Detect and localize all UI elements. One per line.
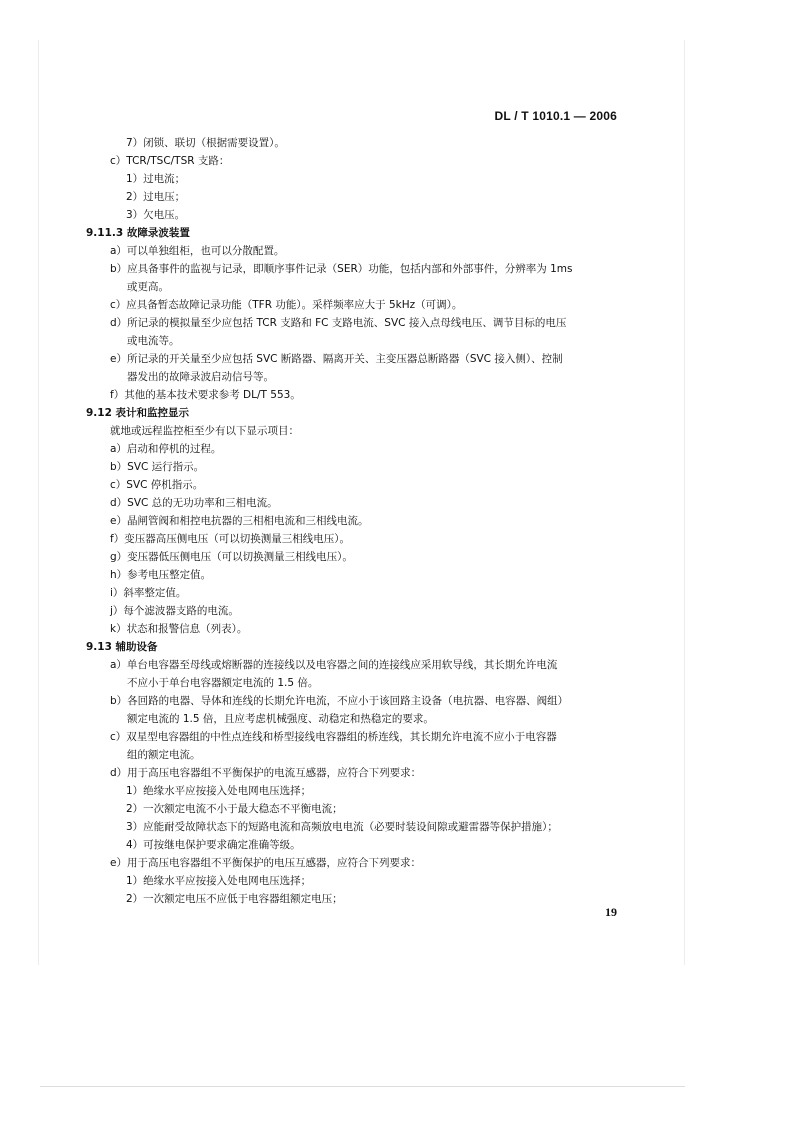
list-item: d）SVC 总的无功功率和三相电流。: [110, 497, 278, 509]
list-item: b）应具备事件的监视与记录，即顺序事件记录（SER）功能，包括内部和外部事件，分辨率为 1ms: [110, 263, 573, 275]
list-item: f）其他的基本技术要求参考 DL/T 553。: [110, 389, 301, 401]
list-item: 3）应能耐受故障状态下的短路电流和高频放电电流（必要时装设间隙或避雷器等保护措施）；: [126, 821, 558, 833]
list-item-continuation: 或更高。: [127, 281, 169, 293]
list-item: j）每个滤波器支路的电流。: [110, 605, 239, 617]
list-item: 1）绝缘水平应按接入处电网电压选择；: [126, 785, 312, 797]
list-item: 1）过电流；: [126, 173, 186, 185]
list-item: 7）闭锁、联切（根据需要设置）。: [126, 137, 285, 149]
page-border-left: [38, 40, 39, 965]
list-item-continuation: 额定电流的 1.5 倍，且应考虑机械强度、动稳定和热稳定的要求。: [127, 713, 434, 725]
document-code: DL / T 1010.1 — 2006: [494, 109, 617, 123]
list-item: e）用于高压电容器组不平衡保护的电压互感器，应符合下列要求：: [110, 857, 421, 869]
list-item: 1）绝缘水平应按接入处电网电压选择；: [126, 875, 312, 887]
list-item: e）所记录的开关量至少应包括 SVC 断路器、隔离开关、主变压器总断路器（SVC 接入侧）、控制: [110, 353, 563, 365]
list-item: a）单台电容器至母线或熔断器的连接线以及电容器之间的连接线应采用软导线，其长期允许电流: [110, 659, 558, 671]
list-item: 3）欠电压。: [126, 209, 186, 221]
list-item: c）TCR/TSC/TSR 支路：: [110, 155, 230, 167]
list-item: d）用于高压电容器组不平衡保护的电流互感器，应符合下列要求：: [110, 767, 422, 779]
section-heading: 9.12 表计和监控显示: [86, 407, 190, 419]
list-item: 2）一次额定电流不小于最大稳态不平衡电流；: [126, 803, 343, 815]
list-item: c）应具备暂态故障记录功能（TFR 功能）。采样频率应大于 5kHz（可调）。: [110, 299, 463, 311]
list-item: b）各回路的电器、导体和连线的长期允许电流，不应小于该回路主设备（电抗器、电容器、阀组）: [110, 695, 569, 707]
list-item: h）参考电压整定值。: [110, 569, 212, 581]
list-item: b）SVC 运行指示。: [110, 461, 205, 473]
list-item: 2）过电压；: [126, 191, 186, 203]
section-heading: 9.13 辅助设备: [86, 641, 158, 653]
list-item-continuation: 不应小于单台电容器额定电流的 1.5 倍。: [127, 677, 319, 689]
list-item: c）SVC 停机指示。: [110, 479, 204, 491]
list-item: k）状态和报警信息（列表）。: [110, 623, 248, 635]
page-bottom-rule: [40, 1086, 685, 1087]
list-item: e）晶闸管阀和相控电抗器的三相相电流和三相线电流。: [110, 515, 369, 527]
list-item: a）可以单独组柜，也可以分散配置。: [110, 245, 285, 257]
list-item: d）所记录的模拟量至少应包括 TCR 支路和 FC 支路电流、SVC 接入点母线电压、调节目标的电压: [110, 317, 567, 329]
list-item: f）变压器高压侧电压（可以切换测量三相线电压）。: [110, 533, 350, 545]
list-item-continuation: 器发出的故障录波启动信号等。: [127, 371, 274, 383]
list-item: g）变压器低压侧电压（可以切换测量三相线电压）。: [110, 551, 353, 563]
page-number: 19: [605, 905, 617, 919]
list-item: 2）一次额定电压不应低于电容器组额定电压；: [126, 893, 343, 905]
list-item: 4）可按继电保护要求确定准确等级。: [126, 839, 301, 851]
list-item: c）双星型电容器组的中性点连线和桥型接线电容器组的桥连线，其长期允许电流不应小于电容器: [110, 731, 557, 743]
list-item-continuation: 或电流等。: [127, 335, 180, 347]
list-item: a）启动和停机的过程。: [110, 443, 222, 455]
list-item-continuation: 组的额定电流。: [127, 749, 201, 761]
list-item: i）斜率整定值。: [110, 587, 187, 599]
page-border-right: [684, 40, 685, 965]
paragraph: 就地或远程监控柜至少有以下显示项目：: [110, 425, 299, 437]
section-heading: 9.11.3 故障录波装置: [86, 227, 190, 239]
